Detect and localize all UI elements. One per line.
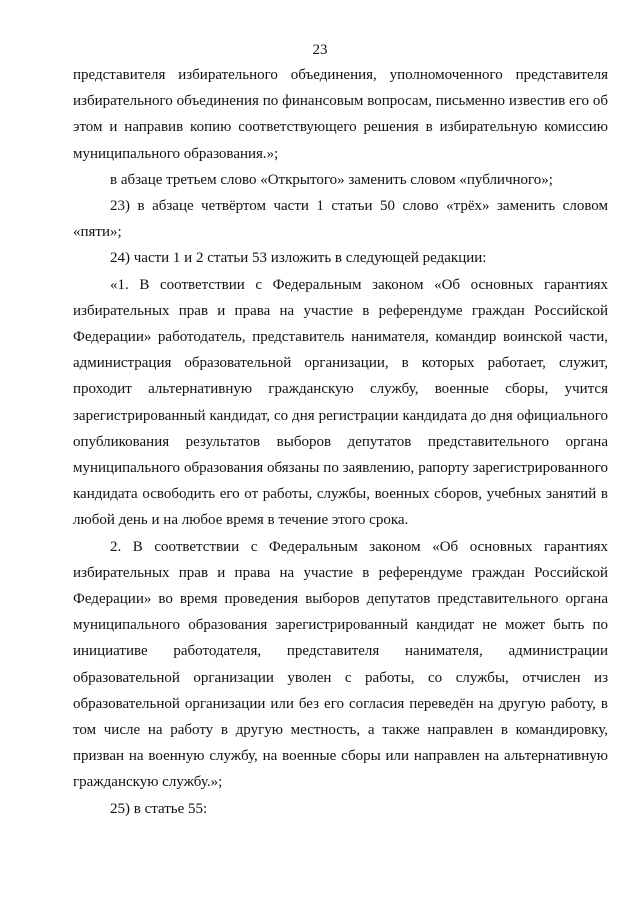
paragraph-article-53-part-2: 2. В соответствии с Федеральным законом «Об основных гарантиях избирательных прав и права на участие в референдуме граждан Российской Федерации» во время проведения выборов депутатов представительного органа муниципального образования зарегистрированный кандидат не может быть по инициативе работодателя, представителя нанимателя, администрации образовательной организации уволен с работы, со службы, отчислен из образовательной организации или без его согласия переведён на другую работу, в том числе на работу в другую местность, а также направлен в командировку, призван на военную службу, на военные сборы или направлен на альтернативную гражданскую службу.»;: [73, 538, 608, 791]
paragraph-item-23: 23) в абзаце четвёртом части 1 статьи 50 слово «трёх» заменить словом «пяти»;: [73, 198, 608, 241]
paragraph-item-24: 24) части 1 и 2 статьи 53 изложить в следующей редакции:: [110, 250, 487, 267]
paragraph-continuation: представителя избирательного объединения, уполномоченного представителя избирательного объединения по финансовым вопросам, письменно известив его об этом и направив копию соответствующего решения в избирательную комиссию муниципального образования.»;: [73, 67, 608, 162]
page-number: 23: [312, 42, 328, 58]
document-body: [73, 62, 608, 822]
paragraph-item-25: 25) в статье 55:: [110, 800, 208, 817]
paragraph-amendment-third-abzac: в абзаце третьем слово «Открытого» заменить словом «публичного»;: [110, 171, 553, 188]
paragraph-article-53-part-1: «1. В соответствии с Федеральным законом «Об основных гарантиях избирательных прав и права на участие в референдуме граждан Российской Федерации» работодатель, представитель нанимателя, командир воинской части, администрация образовательной организации, в которых работает, служит, проходит альтернативную гражданскую службу, военные сборы, учится зарегистрированный кандидат, со дня регистрации кандидата до дня официального опубликования результатов выборов депутатов представительного органа муниципального образования обязаны по заявлению, рапорту зарегистрированного кандидата освободить его от работы, службы, военных сборов, учебных занятий в любой день и на любое время в течение этого срока.: [73, 276, 608, 529]
